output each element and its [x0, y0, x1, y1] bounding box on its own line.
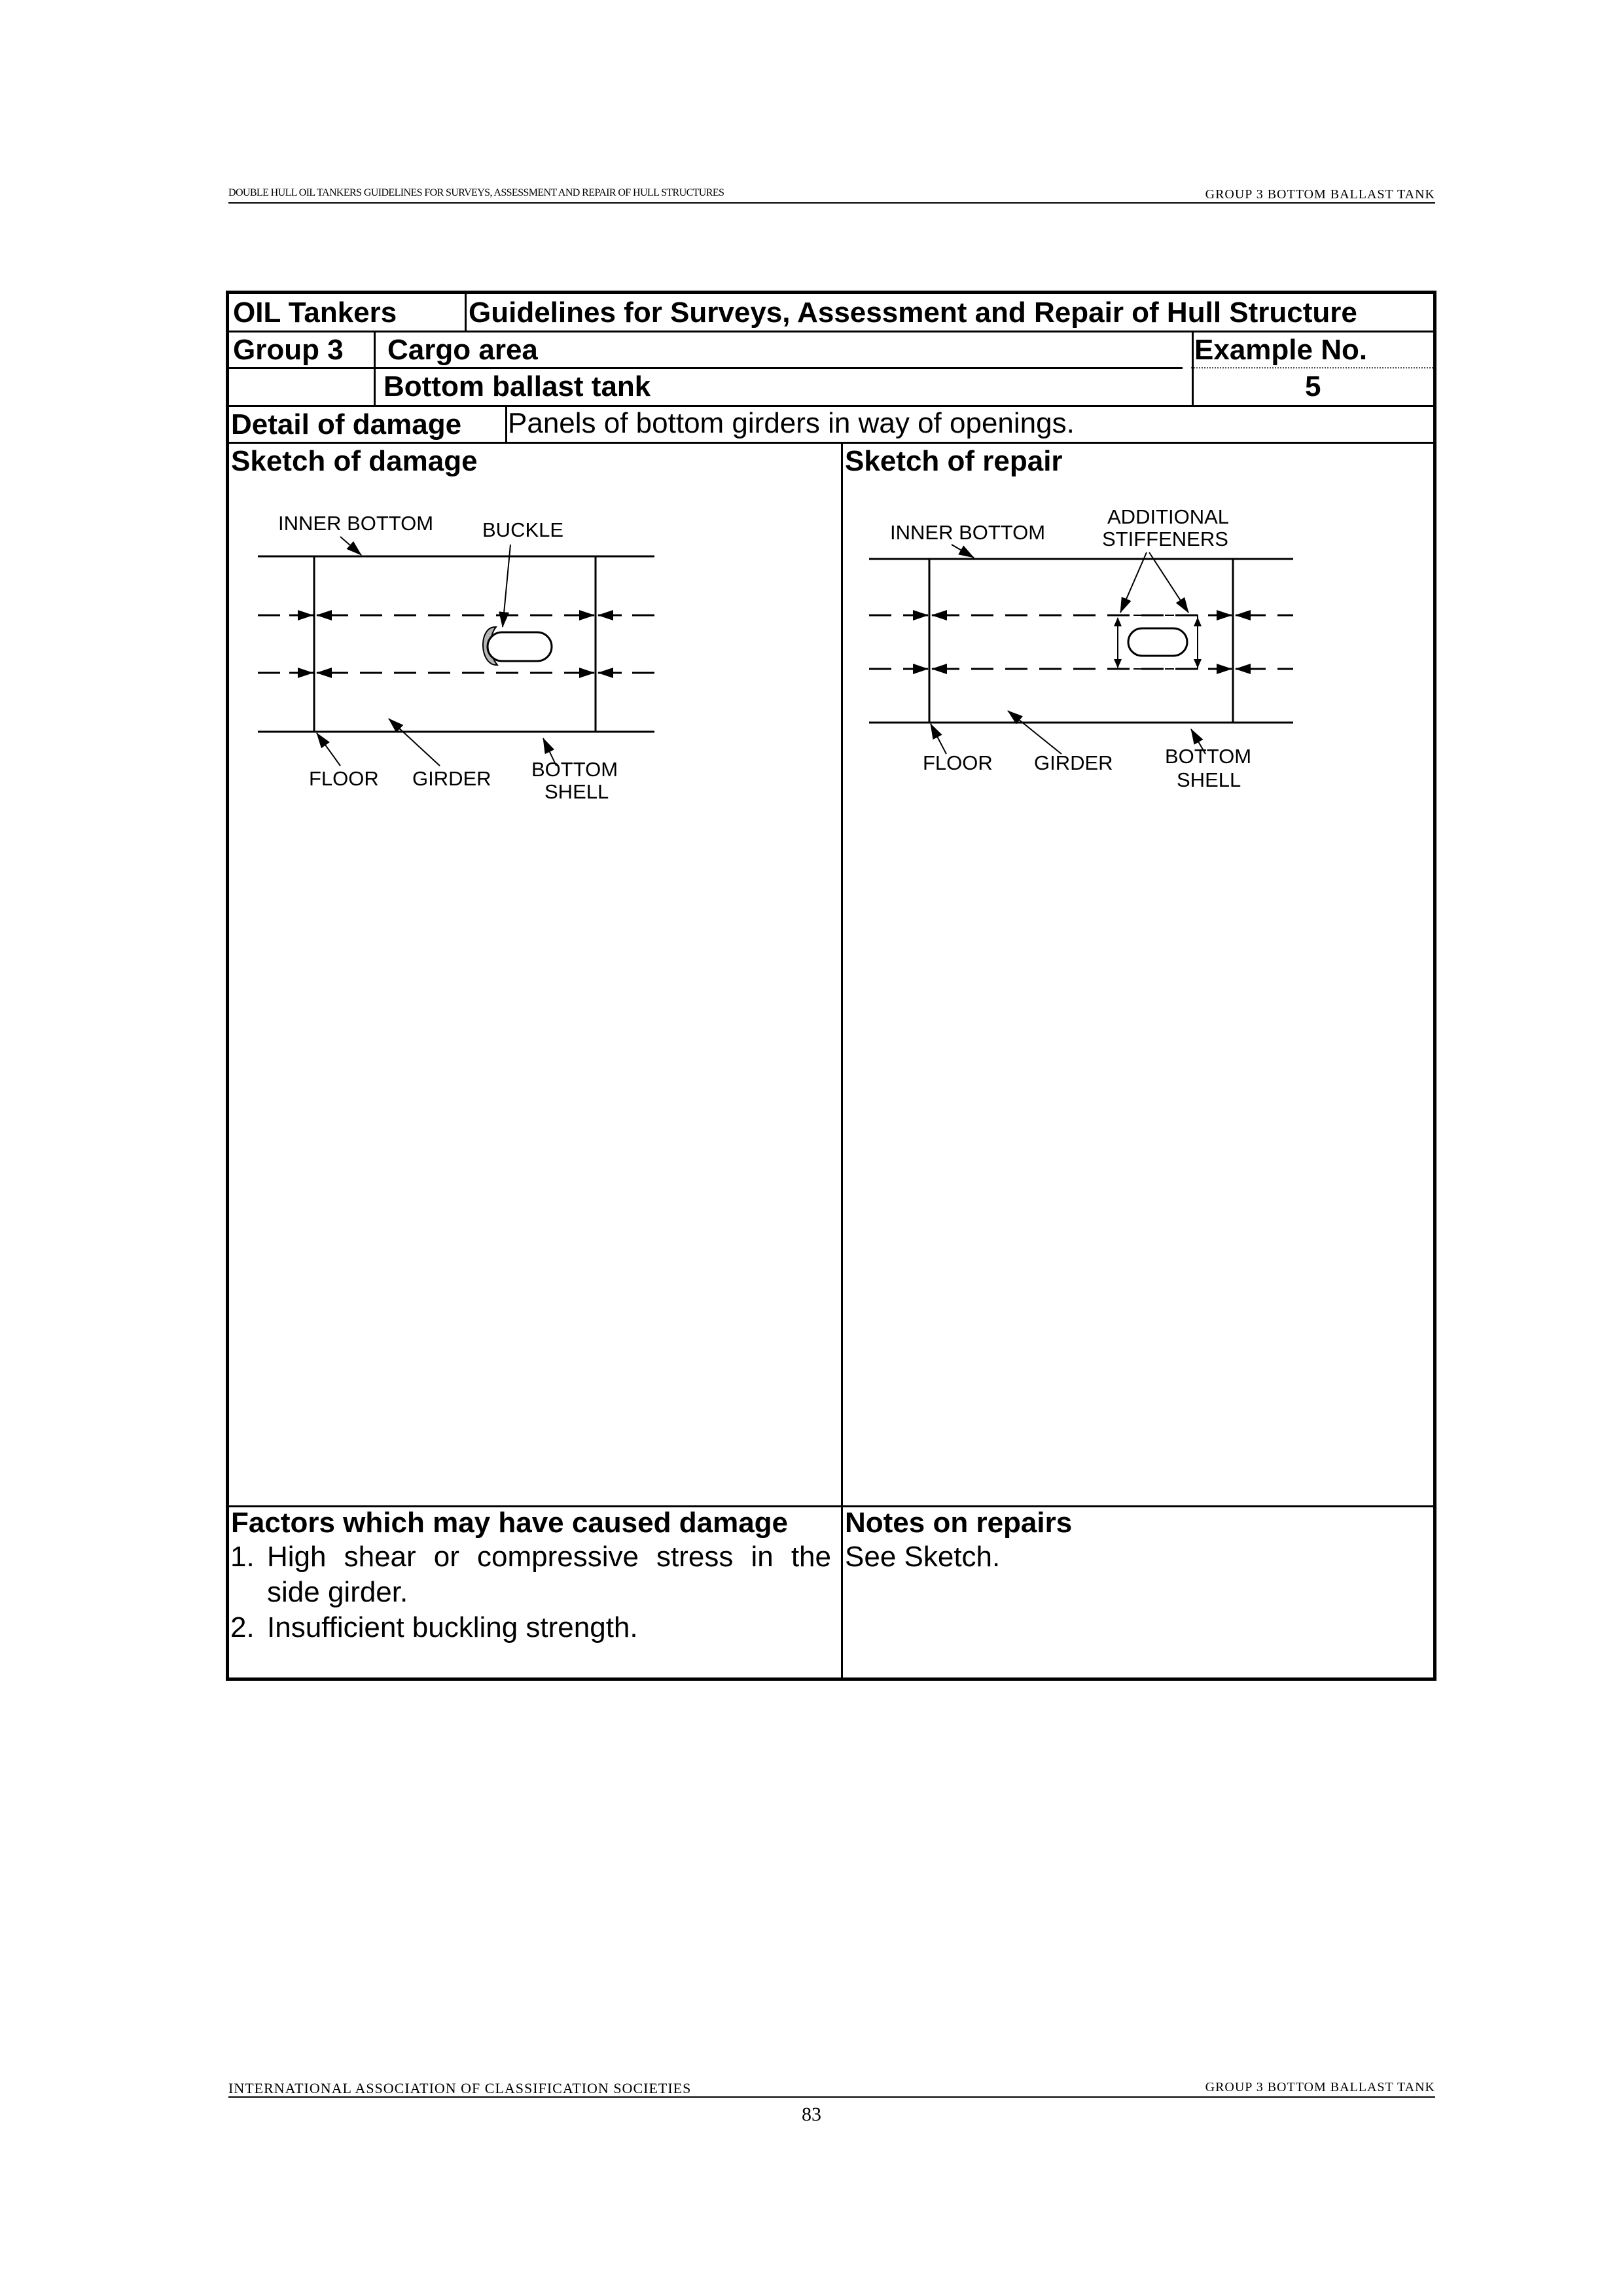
col-divider-sketch [841, 442, 843, 1677]
label-stiffeners: STIFFENERS [1102, 528, 1228, 550]
header-rule [228, 202, 1435, 204]
label-bottom: BOTTOM [1165, 745, 1252, 768]
ship-type-cell: OIL Tankers [233, 296, 397, 329]
label-buckle: BUCKLE [482, 518, 564, 541]
group-cell: Group 3 [233, 334, 344, 366]
damage-sketch [249, 504, 668, 818]
example-number-cell: 5 [1305, 370, 1321, 403]
girder-opening [1128, 628, 1187, 656]
girder-opening [488, 632, 552, 661]
sketch-damage-label: Sketch of damage [231, 445, 478, 477]
label-inner-bottom: INNER BOTTOM [890, 521, 1046, 544]
area-cell: Cargo area [387, 334, 538, 366]
label-shell: SHELL [544, 780, 609, 803]
label-floor: FLOOR [309, 767, 379, 790]
factor-text: High shear or compressive stress in the side girder. [267, 1541, 831, 1608]
running-header-left: DOUBLE HULL OIL TANKERS GUIDELINES FOR SURVEYS, ASSESSMENT AND REPAIR OF HULL STRUCTURES [228, 187, 724, 198]
footer-left: INTERNATIONAL ASSOCIATION OF CLASSIFICATION SOCIETIES [228, 2080, 692, 2096]
label-floor: FLOOR [923, 751, 993, 774]
factor-item [230, 1610, 831, 1645]
label-inner-bottom: INNER BOTTOM [278, 512, 434, 535]
factor-number: 1. [230, 1541, 255, 1573]
detail-label-cell: Detail of damage [231, 408, 462, 440]
col-divider-group [374, 331, 376, 405]
factor-number: 2. [230, 1611, 255, 1643]
running-header-right: GROUP 3 BOTTOM BALLAST TANK [1205, 187, 1435, 202]
factor-item [230, 1539, 831, 1610]
label-additional: ADDITIONAL [1107, 505, 1230, 528]
detail-value-cell: Panels of bottom girders in way of openings. [508, 407, 1075, 439]
label-shell: SHELL [1177, 768, 1241, 791]
col-divider-example [1192, 331, 1194, 405]
factor-text: Insufficient buckling strength. [267, 1611, 638, 1643]
col-divider-title [465, 294, 467, 331]
location-cell: Bottom ballast tank [383, 370, 651, 403]
repair-sketch [859, 504, 1317, 805]
page-number: 83 [802, 2104, 821, 2125]
damage-form-frame [226, 291, 1436, 1681]
footer-rule [228, 2096, 1435, 2098]
row-divider-4 [229, 442, 1433, 444]
guideline-title-cell: Guidelines for Surveys, Assessment and Repair of Hull Structure [469, 296, 1357, 329]
factors-list [230, 1539, 831, 1645]
example-dotted-divider [1191, 367, 1433, 368]
label-girder: GIRDER [1034, 751, 1113, 774]
row-divider-1 [229, 331, 1433, 332]
notes-value: See Sketch. [845, 1541, 1001, 1573]
label-girder: GIRDER [412, 767, 491, 790]
footer-right: GROUP 3 BOTTOM BALLAST TANK [1205, 2080, 1435, 2094]
notes-label: Notes on repairs [845, 1507, 1073, 1539]
row-divider-2 [229, 367, 1183, 369]
label-bottom: BOTTOM [531, 758, 618, 781]
example-label-cell: Example No. [1194, 334, 1368, 366]
factors-label: Factors which may have caused damage [231, 1507, 789, 1539]
sketch-repair-label: Sketch of repair [845, 445, 1063, 477]
col-divider-detail [505, 405, 507, 442]
